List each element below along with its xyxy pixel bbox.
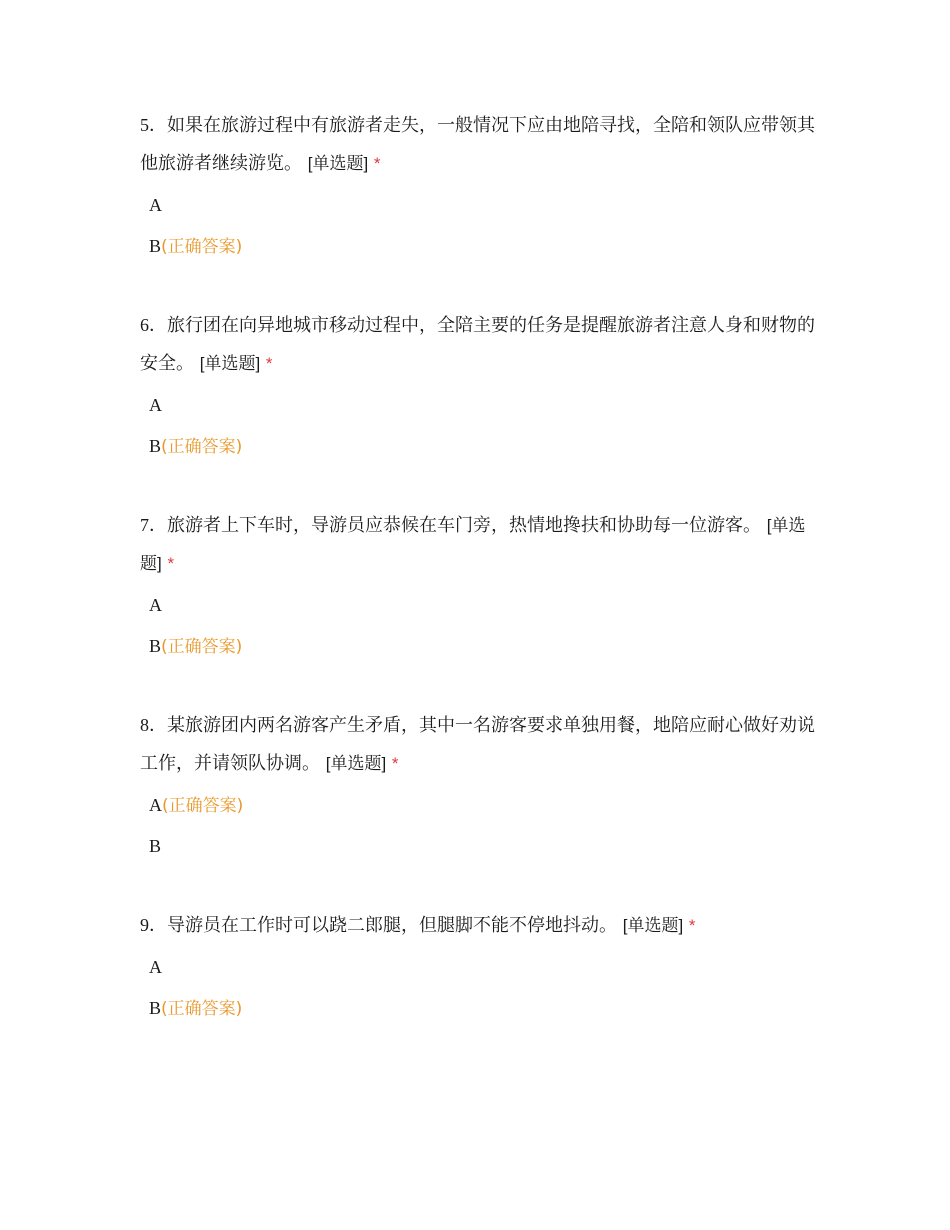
question-text: [140, 106, 820, 183]
question-text: [140, 506, 820, 583]
option-a[interactable]: [149, 195, 820, 215]
question-number: 8．: [140, 715, 167, 735]
option-letter: A: [149, 795, 162, 815]
option-letter: A: [149, 595, 162, 615]
required-marker: *: [688, 916, 696, 935]
option-list: [140, 957, 820, 1018]
option-list: [140, 595, 820, 656]
question-number: 6．: [140, 315, 167, 335]
option-a[interactable]: [149, 595, 820, 615]
required-marker: *: [167, 554, 175, 573]
option-letter: B: [149, 436, 162, 456]
question-number: 9．: [140, 915, 167, 935]
question-number: 5．: [140, 115, 167, 135]
correct-answer-label: (正确答案): [161, 237, 243, 257]
question-7: [140, 506, 820, 677]
question-type: [单选题]: [622, 916, 684, 935]
question-text: [140, 906, 820, 945]
question-body: 旅游者上下车时，导游员应恭候在车门旁，热情地搀扶和协助每一位游客。: [167, 515, 761, 536]
question-body: 旅行团在向异地城市移动过程中，全陪主要的任务是提醒旅游者注意人身和财物的安全。: [140, 315, 815, 374]
correct-answer-label: (正确答案): [162, 796, 244, 816]
option-list: [140, 795, 820, 856]
option-b[interactable]: [149, 436, 820, 456]
question-8: [140, 706, 820, 877]
option-letter: B: [149, 836, 162, 856]
question-body: 某旅游团内两名游客产生矛盾，其中一名游客要求单独用餐，地陪应耐心做好劝说工作，并请领队协调。: [140, 715, 815, 774]
option-list: [140, 395, 820, 456]
question-6: [140, 306, 820, 477]
question-text: [140, 306, 820, 383]
option-letter: A: [149, 957, 162, 977]
question-text: [140, 706, 820, 783]
question-type: [单选题]: [199, 354, 261, 373]
option-b[interactable]: [149, 636, 820, 656]
correct-answer-label: (正确答案): [161, 437, 243, 457]
question-number: 7．: [140, 515, 167, 535]
option-b[interactable]: [149, 236, 820, 256]
question-body: 导游员在工作时可以跷二郎腿，但腿脚不能不停地抖动。: [167, 915, 617, 936]
correct-answer-label: (正确答案): [161, 999, 243, 1019]
correct-answer-label: (正确答案): [161, 637, 243, 657]
option-b[interactable]: [149, 998, 820, 1018]
option-letter: B: [149, 636, 162, 656]
option-list: [140, 195, 820, 256]
required-marker: *: [391, 754, 399, 773]
question-body: 如果在旅游过程中有旅游者走失，一般情况下应由地陪寻找，全陪和领队应带领其他旅游者继续游览。: [140, 115, 815, 174]
option-a[interactable]: [149, 957, 820, 977]
question-type: [单选题]: [307, 154, 369, 173]
option-b[interactable]: [149, 836, 820, 856]
option-a[interactable]: [149, 395, 820, 415]
required-marker: *: [373, 154, 381, 173]
required-marker: *: [265, 354, 273, 373]
question-9: [140, 906, 820, 1039]
option-letter: B: [149, 998, 162, 1018]
question-type: [单选题]: [140, 516, 806, 573]
question-5: [140, 106, 820, 277]
question-type: [单选题]: [325, 754, 387, 773]
option-letter: A: [149, 195, 162, 215]
option-letter: A: [149, 395, 162, 415]
option-a[interactable]: [149, 795, 820, 815]
option-letter: B: [149, 236, 162, 256]
